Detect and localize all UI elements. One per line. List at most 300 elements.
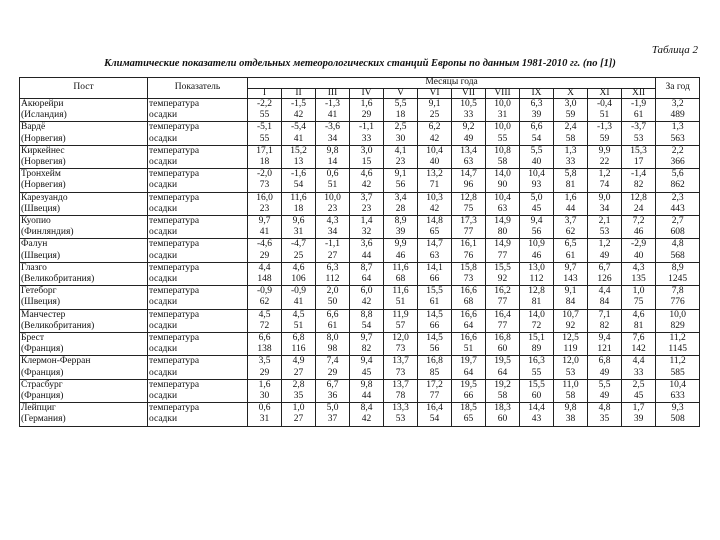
station-country: (Франция)	[20, 344, 148, 356]
month-value: 2,5	[384, 122, 418, 134]
month-value: 10,8	[486, 145, 520, 157]
month-value: 14,0	[520, 309, 554, 321]
month-value: 38	[554, 414, 588, 426]
month-value: -0,4	[588, 99, 622, 111]
table-row	[20, 414, 700, 426]
month-value: 93	[520, 180, 554, 192]
month-value: 27	[316, 251, 350, 263]
month-value: 51	[588, 110, 622, 122]
month-value: 61	[622, 110, 656, 122]
month-value: 59	[588, 134, 622, 146]
month-value: 53	[622, 134, 656, 146]
month-value: 19,5	[452, 379, 486, 391]
month-value: 143	[554, 274, 588, 286]
month-value: 73	[452, 274, 486, 286]
month-value: 3,0	[350, 145, 384, 157]
month-value: 16,8	[486, 333, 520, 345]
month-value: 41	[316, 110, 350, 122]
month-value: 96	[452, 180, 486, 192]
month-value: 45	[622, 391, 656, 403]
month-value: 14,4	[520, 403, 554, 415]
station-name: Вардё	[20, 122, 148, 134]
indicator-precipitation: осадки	[148, 391, 248, 403]
month-value: 81	[520, 297, 554, 309]
station-name: Тронхейм	[20, 169, 148, 181]
month-value: 4,8	[588, 403, 622, 415]
month-value: 2,8	[282, 379, 316, 391]
month-value: 44	[350, 391, 384, 403]
month-value: 6,8	[282, 333, 316, 345]
annual-value: 7,8	[656, 286, 700, 298]
month-value: 12,0	[384, 333, 418, 345]
month-value: 82	[622, 180, 656, 192]
month-value: 121	[588, 344, 622, 356]
table-caption: Климатические показатели отдельных метеорологических станций Европы по данным 1981-2010 гг. (по [1])	[104, 58, 616, 69]
annual-value: 608	[656, 227, 700, 239]
month-value: 56	[384, 180, 418, 192]
month-value: 55	[248, 110, 282, 122]
indicator-temperature: температура	[148, 192, 248, 204]
month-value: 23	[248, 204, 282, 216]
month-value: 45	[350, 368, 384, 380]
month-value: 6,6	[248, 333, 282, 345]
month-value: 5,5	[384, 99, 418, 111]
header-station: Пост	[20, 78, 148, 99]
month-value: 89	[520, 344, 554, 356]
month-value: 12,8	[520, 286, 554, 298]
month-value: 33	[554, 157, 588, 169]
month-value: 142	[622, 344, 656, 356]
month-value: 3,6	[350, 239, 384, 251]
month-value: -1,1	[316, 239, 350, 251]
month-value: 46	[384, 251, 418, 263]
month-value: 1,2	[588, 169, 622, 181]
month-value: 5,5	[588, 379, 622, 391]
month-value: 4,4	[622, 356, 656, 368]
table-row	[20, 145, 700, 157]
month-value: 1,3	[554, 145, 588, 157]
month-value: 9,4	[350, 356, 384, 368]
month-value: 7,1	[588, 309, 622, 321]
month-value: 49	[588, 368, 622, 380]
month-value: 51	[282, 321, 316, 333]
station-country: (Швеция)	[20, 204, 148, 216]
month-value: 29	[316, 368, 350, 380]
table-row	[20, 368, 700, 380]
indicator-precipitation: осадки	[148, 344, 248, 356]
month-value: 16,6	[452, 333, 486, 345]
month-value: 84	[554, 297, 588, 309]
month-value: 13	[282, 157, 316, 169]
month-value: 54	[418, 414, 452, 426]
month-value: 40	[622, 251, 656, 263]
month-value: 31	[248, 414, 282, 426]
table-row	[20, 192, 700, 204]
month-value: 68	[452, 297, 486, 309]
month-value: 72	[248, 321, 282, 333]
station-name: Акюрейри	[20, 99, 148, 111]
annual-value: 5,6	[656, 169, 700, 181]
month-value: 64	[350, 274, 384, 286]
annual-value: 1245	[656, 274, 700, 286]
month-value: 46	[520, 251, 554, 263]
station-country: (Франция)	[20, 391, 148, 403]
month-value: 4,5	[248, 309, 282, 321]
month-value: 10,4	[520, 169, 554, 181]
month-value: -1,6	[282, 169, 316, 181]
month-value: 9,4	[520, 216, 554, 228]
month-value: 73	[248, 180, 282, 192]
month-value: 16,8	[418, 356, 452, 368]
header-month: V	[384, 88, 418, 99]
month-value: 42	[418, 204, 452, 216]
month-value: 29	[350, 110, 384, 122]
month-value: 40	[418, 157, 452, 169]
month-value: 14,5	[418, 333, 452, 345]
station-country: (Великобритания)	[20, 321, 148, 333]
month-value: 18	[248, 157, 282, 169]
month-value: 76	[452, 251, 486, 263]
annual-value: 489	[656, 110, 700, 122]
table-row	[20, 216, 700, 228]
month-value: 3,4	[384, 192, 418, 204]
month-value: 84	[588, 297, 622, 309]
header-month: IX	[520, 88, 554, 99]
month-value: -4,7	[282, 239, 316, 251]
table-row	[20, 356, 700, 368]
month-value: -1,3	[316, 99, 350, 111]
month-value: 64	[452, 321, 486, 333]
month-value: 58	[486, 391, 520, 403]
month-value: 14,5	[418, 309, 452, 321]
table-row	[20, 251, 700, 263]
month-value: 138	[248, 344, 282, 356]
month-value: -1,5	[282, 99, 316, 111]
month-value: 32	[350, 227, 384, 239]
month-value: 27	[282, 368, 316, 380]
annual-value: 10,4	[656, 379, 700, 391]
month-value: 34	[316, 134, 350, 146]
annual-value: 2,2	[656, 145, 700, 157]
month-value: 15,5	[418, 286, 452, 298]
month-value: 8,4	[350, 403, 384, 415]
month-value: 14,9	[486, 239, 520, 251]
month-value: 15,8	[452, 262, 486, 274]
indicator-precipitation: осадки	[148, 157, 248, 169]
station-country: (Финляндия)	[20, 227, 148, 239]
month-value: 45	[520, 204, 554, 216]
month-value: 39	[520, 110, 554, 122]
table-row	[20, 227, 700, 239]
month-value: 31	[486, 110, 520, 122]
month-value: 25	[282, 251, 316, 263]
month-value: -0,9	[248, 286, 282, 298]
month-value: 4,4	[588, 286, 622, 298]
indicator-precipitation: осадки	[148, 414, 248, 426]
month-value: 14,9	[486, 216, 520, 228]
table-row	[20, 379, 700, 391]
month-value: 17,2	[418, 379, 452, 391]
month-value: 66	[418, 274, 452, 286]
month-value: 5,0	[520, 192, 554, 204]
station-name: Киркейнес	[20, 145, 148, 157]
month-value: 9,1	[384, 169, 418, 181]
month-value: 9,8	[316, 145, 350, 157]
month-value: 1,6	[350, 99, 384, 111]
indicator-temperature: температура	[148, 356, 248, 368]
indicator-precipitation: осадки	[148, 274, 248, 286]
month-value: 42	[418, 134, 452, 146]
month-value: 56	[418, 344, 452, 356]
month-value: 68	[384, 274, 418, 286]
month-value: 51	[316, 180, 350, 192]
table-number-label: Таблица 2	[651, 44, 698, 56]
table-row	[20, 239, 700, 251]
header-month: IV	[350, 88, 384, 99]
month-value: 10,7	[554, 309, 588, 321]
month-value: 61	[418, 297, 452, 309]
month-value: 10,0	[486, 99, 520, 111]
annual-value: 366	[656, 157, 700, 169]
month-value: 92	[486, 274, 520, 286]
station-name: Брест	[20, 333, 148, 345]
month-value: 14	[316, 157, 350, 169]
indicator-precipitation: осадки	[148, 204, 248, 216]
month-value: 13,3	[384, 403, 418, 415]
annual-value: 443	[656, 204, 700, 216]
indicator-precipitation: осадки	[148, 368, 248, 380]
header-months-group: Месяцы года	[248, 78, 656, 89]
month-value: 9,2	[452, 122, 486, 134]
month-value: -1,3	[588, 122, 622, 134]
month-value: 28	[384, 204, 418, 216]
annual-value: 862	[656, 180, 700, 192]
month-value: 23	[350, 204, 384, 216]
annual-value: 776	[656, 297, 700, 309]
month-value: 18,5	[452, 403, 486, 415]
table-row	[20, 122, 700, 134]
indicator-temperature: температура	[148, 403, 248, 415]
header-month: XII	[622, 88, 656, 99]
month-value: 35	[588, 414, 622, 426]
station-country: (Франция)	[20, 368, 148, 380]
month-value: 29	[248, 251, 282, 263]
month-value: 3,7	[350, 192, 384, 204]
annual-value: 2,7	[656, 216, 700, 228]
month-value: 4,3	[622, 262, 656, 274]
month-value: 18	[282, 204, 316, 216]
month-value: 54	[350, 321, 384, 333]
month-value: 4,6	[350, 169, 384, 181]
month-value: 13,0	[520, 262, 554, 274]
month-value: 7,4	[316, 356, 350, 368]
annual-value: 10,0	[656, 309, 700, 321]
month-value: 18	[384, 110, 418, 122]
month-value: 116	[282, 344, 316, 356]
table-row	[20, 309, 700, 321]
station-name: Лейпциг	[20, 403, 148, 415]
table-row	[20, 391, 700, 403]
month-value: 9,1	[554, 286, 588, 298]
indicator-precipitation: осадки	[148, 321, 248, 333]
month-value: 81	[622, 321, 656, 333]
month-value: 1,6	[554, 192, 588, 204]
month-value: 77	[452, 227, 486, 239]
month-value: 16,4	[418, 403, 452, 415]
station-name: Куопио	[20, 216, 148, 228]
month-value: 5,8	[554, 169, 588, 181]
month-value: 30	[248, 391, 282, 403]
indicator-precipitation: осадки	[148, 180, 248, 192]
month-value: 5,0	[316, 403, 350, 415]
station-country: (Норвегия)	[20, 180, 148, 192]
month-value: 63	[452, 157, 486, 169]
month-value: 16,4	[486, 309, 520, 321]
table-row	[20, 157, 700, 169]
month-value: 82	[588, 321, 622, 333]
month-value: 72	[520, 321, 554, 333]
month-value: -5,4	[282, 122, 316, 134]
month-value: 6,0	[350, 286, 384, 298]
month-value: 49	[452, 134, 486, 146]
month-value: 65	[418, 227, 452, 239]
month-value: 14,1	[418, 262, 452, 274]
month-value: -3,6	[316, 122, 350, 134]
table-row	[20, 169, 700, 181]
month-value: 16,3	[520, 356, 554, 368]
station-name: Клермон-Ферран	[20, 356, 148, 368]
month-value: 15,1	[520, 333, 554, 345]
month-value: 82	[350, 344, 384, 356]
month-value: 8,0	[316, 333, 350, 345]
month-value: 10,3	[418, 192, 452, 204]
month-value: 77	[486, 321, 520, 333]
annual-value: 633	[656, 391, 700, 403]
station-country: (Исландия)	[20, 110, 148, 122]
table-row	[20, 262, 700, 274]
table-body	[20, 99, 700, 427]
annual-value: 829	[656, 321, 700, 333]
annual-value: 563	[656, 134, 700, 146]
header-month: I	[248, 88, 282, 99]
month-value: 71	[418, 180, 452, 192]
month-value: 44	[350, 251, 384, 263]
table-row	[20, 286, 700, 298]
station-name: Карезуандо	[20, 192, 148, 204]
month-value: 54	[520, 134, 554, 146]
month-value: 7,6	[622, 333, 656, 345]
station-name: Фалун	[20, 239, 148, 251]
month-value: 9,1	[418, 99, 452, 111]
month-value: 49	[588, 391, 622, 403]
month-value: 9,8	[350, 379, 384, 391]
month-value: 77	[486, 297, 520, 309]
month-value: 4,6	[282, 262, 316, 274]
indicator-temperature: температура	[148, 99, 248, 111]
month-value: 2,4	[554, 122, 588, 134]
month-value: 4,5	[282, 309, 316, 321]
table-row	[20, 99, 700, 111]
month-value: 34	[588, 204, 622, 216]
month-value: 12,8	[452, 192, 486, 204]
month-value: 3,5	[248, 356, 282, 368]
month-value: 15,5	[486, 262, 520, 274]
annual-value: 4,8	[656, 239, 700, 251]
table-row	[20, 134, 700, 146]
header-month: III	[316, 88, 350, 99]
month-value: 9,9	[588, 145, 622, 157]
header-indicator: Показатель	[148, 78, 248, 99]
month-value: 10,4	[486, 192, 520, 204]
month-value: 66	[418, 321, 452, 333]
header-month: X	[554, 88, 588, 99]
month-value: 17,3	[452, 216, 486, 228]
month-value: 6,8	[588, 356, 622, 368]
month-value: 16,2	[486, 286, 520, 298]
month-value: 81	[554, 180, 588, 192]
month-value: 56	[520, 227, 554, 239]
annual-value: 11,2	[656, 333, 700, 345]
month-value: 13,7	[384, 379, 418, 391]
month-value: 2,0	[316, 286, 350, 298]
month-value: -2,9	[622, 239, 656, 251]
indicator-temperature: температура	[148, 122, 248, 134]
month-value: 9,7	[248, 216, 282, 228]
month-value: 8,8	[350, 309, 384, 321]
month-value: 59	[554, 110, 588, 122]
month-value: 66	[452, 391, 486, 403]
month-value: -1,9	[622, 99, 656, 111]
month-value: 16,6	[452, 309, 486, 321]
month-value: 33	[452, 110, 486, 122]
month-value: 19,2	[486, 379, 520, 391]
month-value: 35	[282, 391, 316, 403]
month-value: 1,0	[622, 286, 656, 298]
month-value: 77	[418, 391, 452, 403]
month-value: 42	[350, 180, 384, 192]
month-value: 2,1	[588, 216, 622, 228]
annual-value: 1145	[656, 344, 700, 356]
month-value: 6,6	[316, 309, 350, 321]
month-value: 15	[350, 157, 384, 169]
indicator-precipitation: осадки	[148, 297, 248, 309]
header-year: За год	[656, 78, 700, 99]
month-value: 9,4	[588, 333, 622, 345]
station-name: Страсбург	[20, 379, 148, 391]
annual-value: 1,3	[656, 122, 700, 134]
month-value: 6,3	[316, 262, 350, 274]
month-value: 106	[282, 274, 316, 286]
month-value: 64	[452, 368, 486, 380]
station-name: Глазго	[20, 262, 148, 274]
month-value: 6,5	[554, 239, 588, 251]
month-value: 13,4	[452, 145, 486, 157]
month-value: 1,6	[248, 379, 282, 391]
table-row	[20, 110, 700, 122]
station-country: (Норвегия)	[20, 134, 148, 146]
station-country: (Швеция)	[20, 251, 148, 263]
month-value: 73	[384, 368, 418, 380]
indicator-precipitation: осадки	[148, 134, 248, 146]
month-value: -2,0	[248, 169, 282, 181]
indicator-temperature: температура	[148, 216, 248, 228]
month-value: 16,1	[452, 239, 486, 251]
month-value: 31	[282, 227, 316, 239]
month-value: 6,7	[316, 379, 350, 391]
month-value: 9,6	[282, 216, 316, 228]
table-row	[20, 344, 700, 356]
month-value: 60	[486, 414, 520, 426]
